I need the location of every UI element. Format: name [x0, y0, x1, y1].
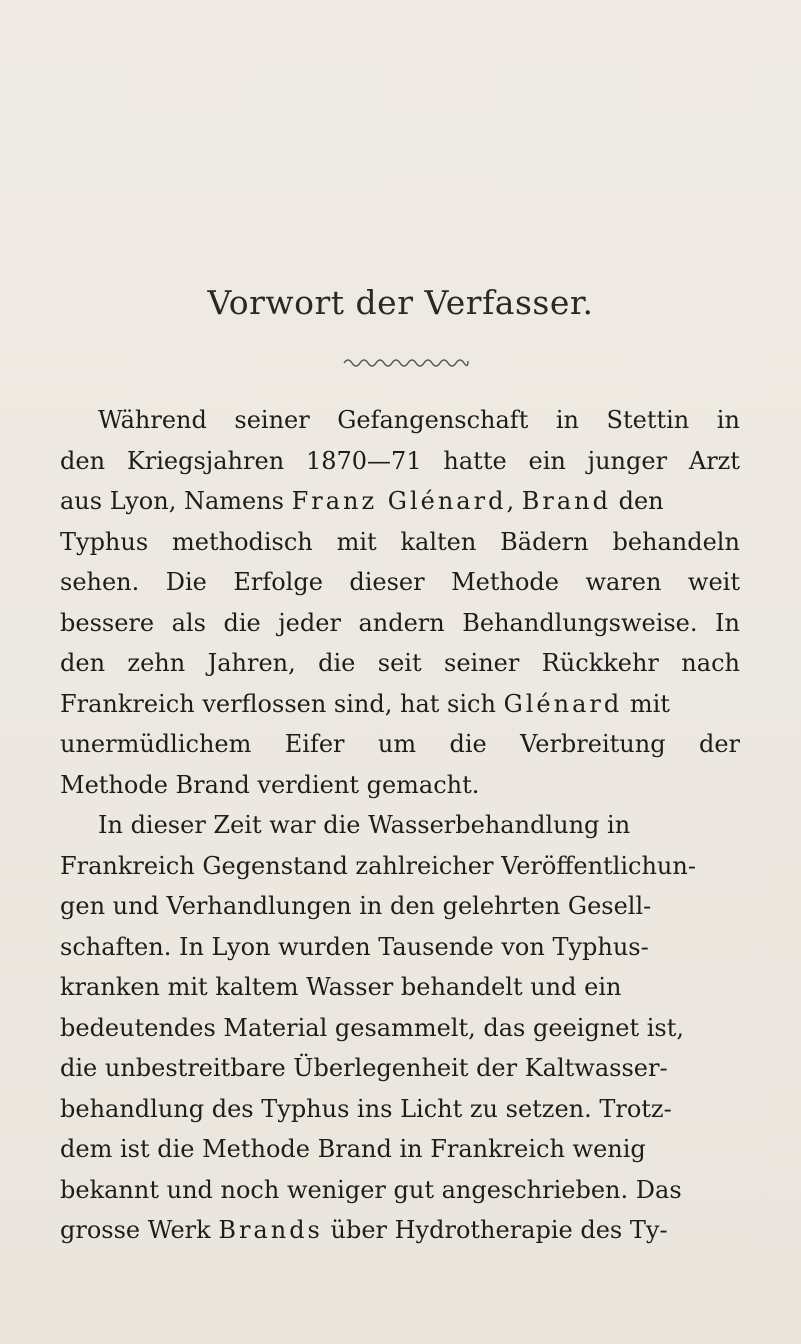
text-line: aus Lyon, Namens Franz Glénard, Brand den	[60, 487, 664, 515]
text-line: Frankreich Gegenstand zahlreicher Veröffentlichun-	[60, 851, 696, 880]
person-name: Brand	[521, 487, 611, 515]
text-line: Typhus methodisch mit kalten Bädern behandeln	[60, 527, 740, 556]
text-line: den Kriegsjahren 1870—71 hatte ein junger Arzt	[60, 446, 740, 475]
text-line: kranken mit kaltem Wasser behandelt und ein	[60, 973, 622, 1001]
text-line: schaften. In Lyon wurden Tausende von Typhus-	[60, 932, 649, 961]
text-line: behandlung des Typhus ins Licht zu setzen. Trotz-	[60, 1094, 672, 1123]
text-line: In dieser Zeit war die Wasserbehandlung in	[98, 811, 631, 839]
text-line: bessere als die jeder andern Behandlungsweise. In	[60, 608, 740, 637]
person-name: Brands	[218, 1216, 323, 1244]
text-line: Methode Brand verdient gemacht.	[60, 770, 480, 799]
text-line: bedeutendes Material gesammelt, das geeignet ist,	[60, 1013, 685, 1042]
chapter-title: Vorwort der Verfasser.	[207, 283, 594, 322]
text-line: gen und Verhandlungen in den gelehrten Gesell-	[60, 892, 652, 920]
text-line: dem ist die Methode Brand in Frankreich wenig	[60, 1135, 646, 1163]
text-line: Frankreich verflossen sind, hat sich Glénard mit	[60, 689, 670, 718]
text-line: bekannt und noch weniger gut angeschrieben. Das	[60, 1175, 682, 1204]
wavy-rule-ornament-icon	[342, 355, 470, 367]
text-line: sehen. Die Erfolge dieser Methode waren weit	[60, 568, 740, 596]
text-line: den zehn Jahren, die seit seiner Rückkehr nach	[60, 649, 740, 677]
person-name: Glénard	[503, 689, 623, 718]
text-line: die unbestreitbare Überlegenheit der Kaltwasser-	[60, 1054, 668, 1082]
text-line: unermüdlichem Eifer um die Verbreitung der	[60, 730, 740, 758]
text-line: Während seiner Gefangenschaft in Stettin in	[98, 406, 740, 434]
person-name: Franz Glénard	[291, 487, 507, 515]
text-line: grosse Werk Brands über Hydrotherapie des Ty-	[60, 1216, 668, 1244]
body-text	[60, 400, 740, 1251]
